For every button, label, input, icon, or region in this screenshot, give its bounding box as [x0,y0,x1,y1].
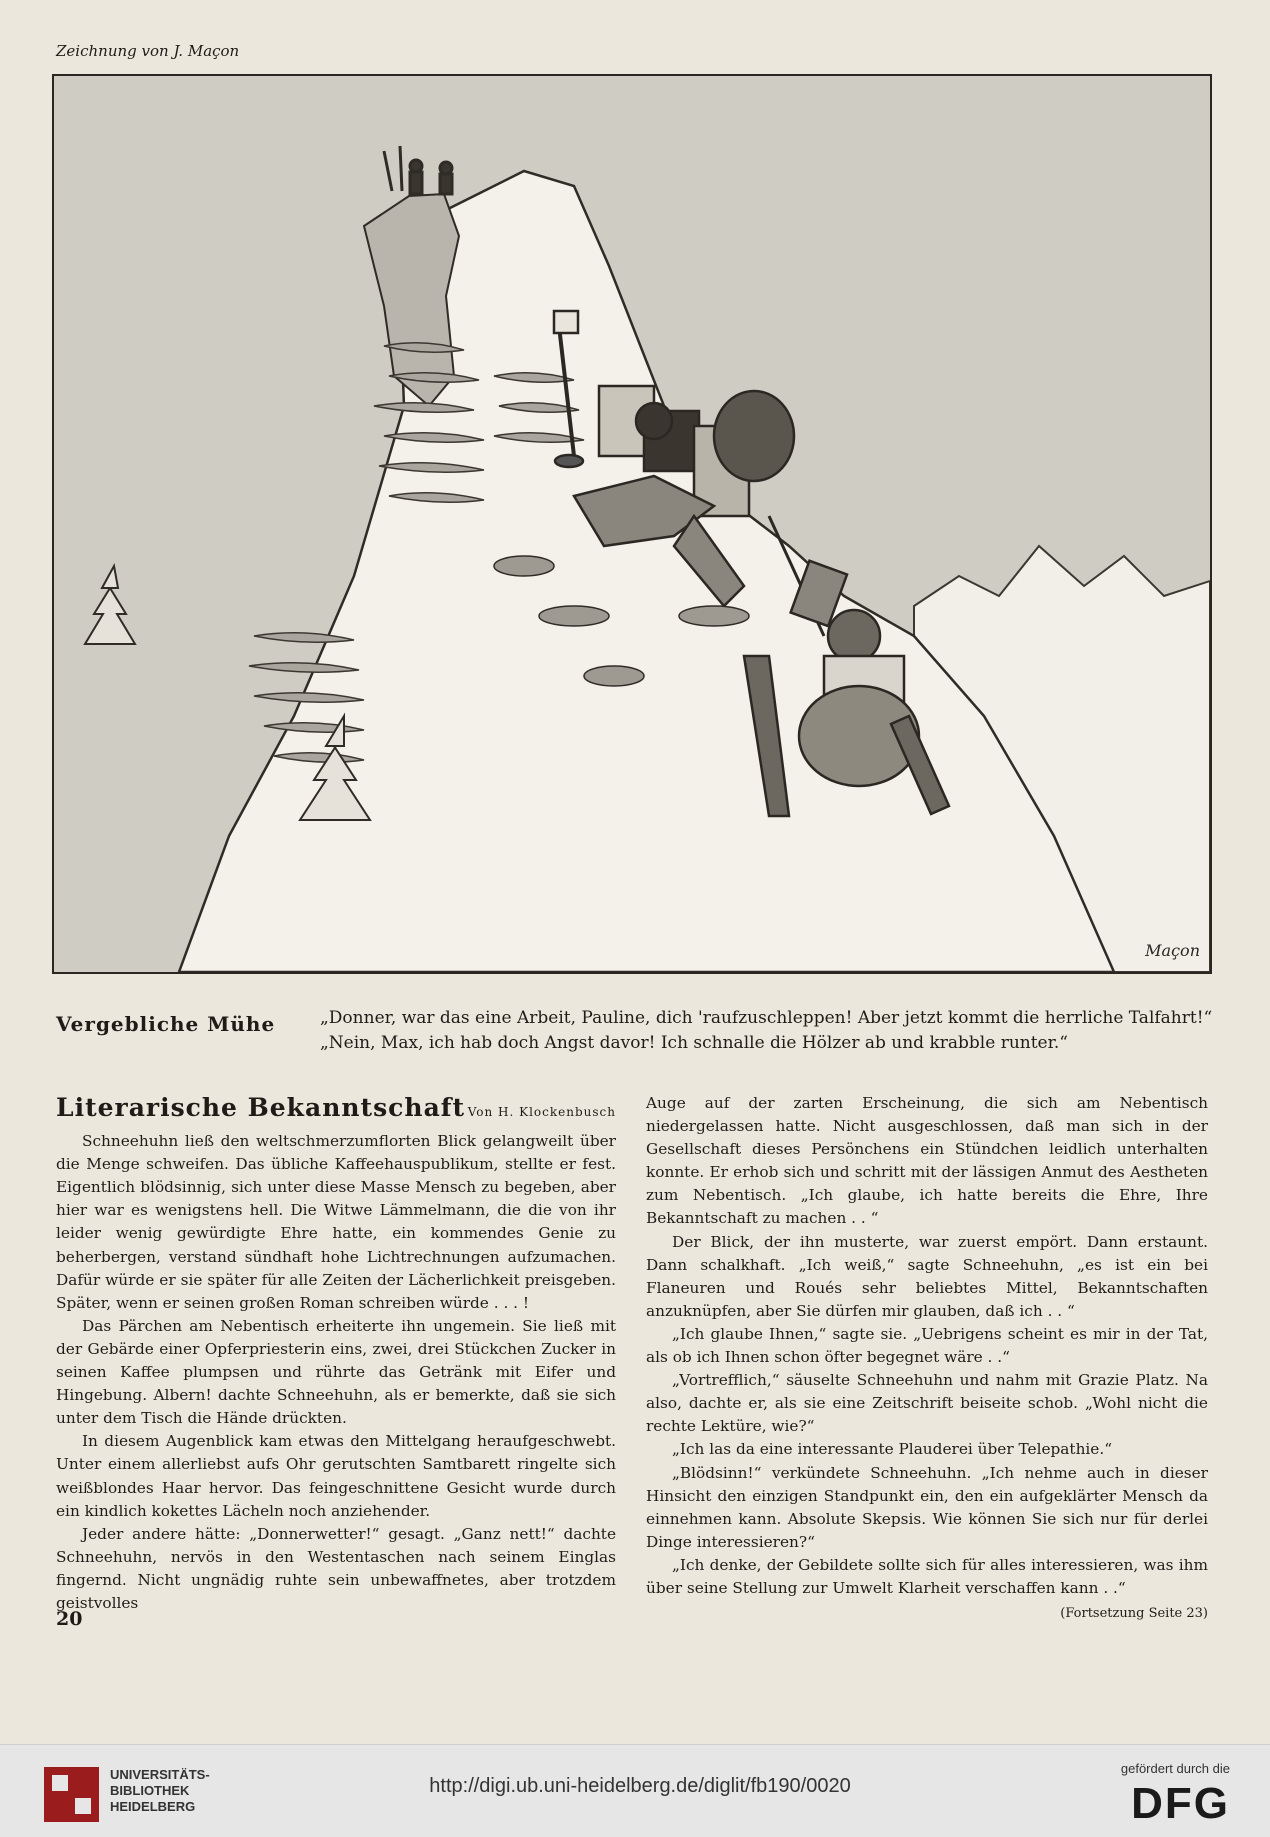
mountain-drawing [54,76,1210,972]
page-number: 20 [56,1608,83,1630]
article-title: Literarische Bekanntschaft [56,1093,466,1122]
caption-line: „Donner, war das eine Arbeit, Pauline, dich 'raufzuschleppen! Aber jetzt kommt die herrliche Talfahrt!“ [320,1008,1213,1028]
paragraph: „Ich denke, der Gebildete sollte sich für alles interessieren, was ihm über seine Stellung zur Umwelt Klarheit verschaffen kann . .“ [646,1555,1208,1597]
paragraph: Auge auf der zarten Erscheinung, die sich am Nebentisch niedergelassen hatte. Nicht ausgeschlossen, daß man sich in der Gesellschaft dieses Persönchens ein Stündchen leidlich unterhalten konnte. Er erhob sich und schritt mit der lässigen Anmut des Aestheten zum Nebentisch. „Ich glaube, ich hatte bereits die Ehre, Ihre Bekanntschaft zu machen . . “ [646,1094,1208,1228]
institution-name: UNIVERSITÄTS- BIBLIOTHEK HEIDELBERG [110,1767,210,1814]
paragraph: „Vortrefflich,“ säuselte Schneehuhn und nahm mit Grazie Platz. Na also, dachte er, als sie eine Zeitschrift beiseite schob. „Wohl nicht die rechte Lektüre, wie?“ [646,1371,1208,1436]
caption-line: „Nein, Max, ich hab doch Angst davor! Ich schnalle die Hölzer ab und krabble runter.“ [320,1033,1068,1053]
university-logo-icon [44,1767,99,1822]
paragraph: In diesem Augenblick kam etwas den Mittelgang heraufgeschwebt. Unter einem allerliebst aufs Ohr gerutschten Samtbarett ringelte sich weißblondes Haar hervor. Das feingeschnittene Gesicht wurde durch ein kindlich kokettes Lächeln noch anziehender. [56,1432,616,1520]
paragraph: „Ich las da eine interessante Plauderei über Telepathie.“ [672,1440,1113,1459]
article-byline: Von H. Klockenbusch [467,1105,616,1119]
paragraph: „Blödsinn!“ verkündete Schneehuhn. „Ich nehme auch in dieser Hinsicht den einzigen Standpunkt ein, den ein aufgeklärter Mensch da einnehmen kann. Absolute Skepsis. Wie können Sie sich nur für derlei Dinge interessieren?“ [646,1463,1208,1551]
paragraph: „Ich glaube Ihnen,“ sagte sie. „Uebrigens scheint es mir in der Tat, als ob ich Ihnen schon öfter begegnet wäre . .“ [646,1324,1208,1367]
digital-library-footer [0,1744,1270,1837]
caption-title: Vergebliche Mühe [56,1012,276,1036]
article-header [56,1093,616,1124]
cartoon-illustration [52,74,1212,974]
dfg-logo: DFG [1131,1779,1230,1828]
article-column-right [646,1092,1208,1625]
paragraph: Schneehuhn ließ den weltschmerzumflorten Blick gelangweilt über die Menge schweifen. Das übliche Kaffeehauspublikum, stellte er fest. Eigentlich blödsinnig, sich unter diese Masse Mensch zu begeben, aber hier war es wenigstens hell. Die Witwe Lämmelmann, die die von ihr leider wenig gewürdigte Ehre hatte, ein kommendes Genie zu beherbergen, verstand sündhaft hohe Lichtrechnungen aufzumachen. Dafür würde er sie später für alle Zeiten der Lächerlichkeit preisgeben. Später, wenn er seinen großen Roman schreiben würde . . . ! [56,1132,616,1312]
illustration-credit: Zeichnung von J. Maçon [56,42,240,60]
paragraph: Jeder andere hätte: „Donnerwetter!“ gesagt. „Ganz nett!“ dachte Schneehuhn, nervös in den Westentaschen nach seinem Einglas fingernd. Nicht ungnädig ruhte sein unbewaffnetes, aber trotzdem geistvolles [56,1524,616,1612]
article-column-left [56,1093,616,1615]
paragraph: Der Blick, der ihn musterte, war zuerst empört. Dann erstaunt. Dann schalkhaft. „Ich weiß,“ sagte Schneehuhn, „es ist ein bei Flaneuren und Roués sehr beliebtes Mittel, Bekanntschaften anzuknüpfen, aber Sie dürfen mir glauben, daß ich . . “ [646,1232,1208,1320]
caption-dialogue [320,1006,1220,1056]
source-url-link[interactable]: http://digi.ub.uni-heidelberg.de/diglit/fb190/0020 [429,1775,851,1797]
paragraph: Das Pärchen am Nebentisch erheiterte ihn ungemein. Sie ließ mit der Gebärde einer Opferpriesterin eins, zwei, drei Stückchen Zucker in seinen Kaffee plumpsen und rührte das Getränk mit Eifer und Hingebung. Albern! dachte Schneehuhn, als er bemerkte, daß sie sich unter dem Tisch die Hände drückten. [56,1316,616,1428]
continuation-note: (Fortsetzung Seite 23) [1060,1606,1208,1622]
artist-signature: Maçon [1145,941,1200,960]
funded-by-label: gefördert durch die [1120,1761,1230,1776]
